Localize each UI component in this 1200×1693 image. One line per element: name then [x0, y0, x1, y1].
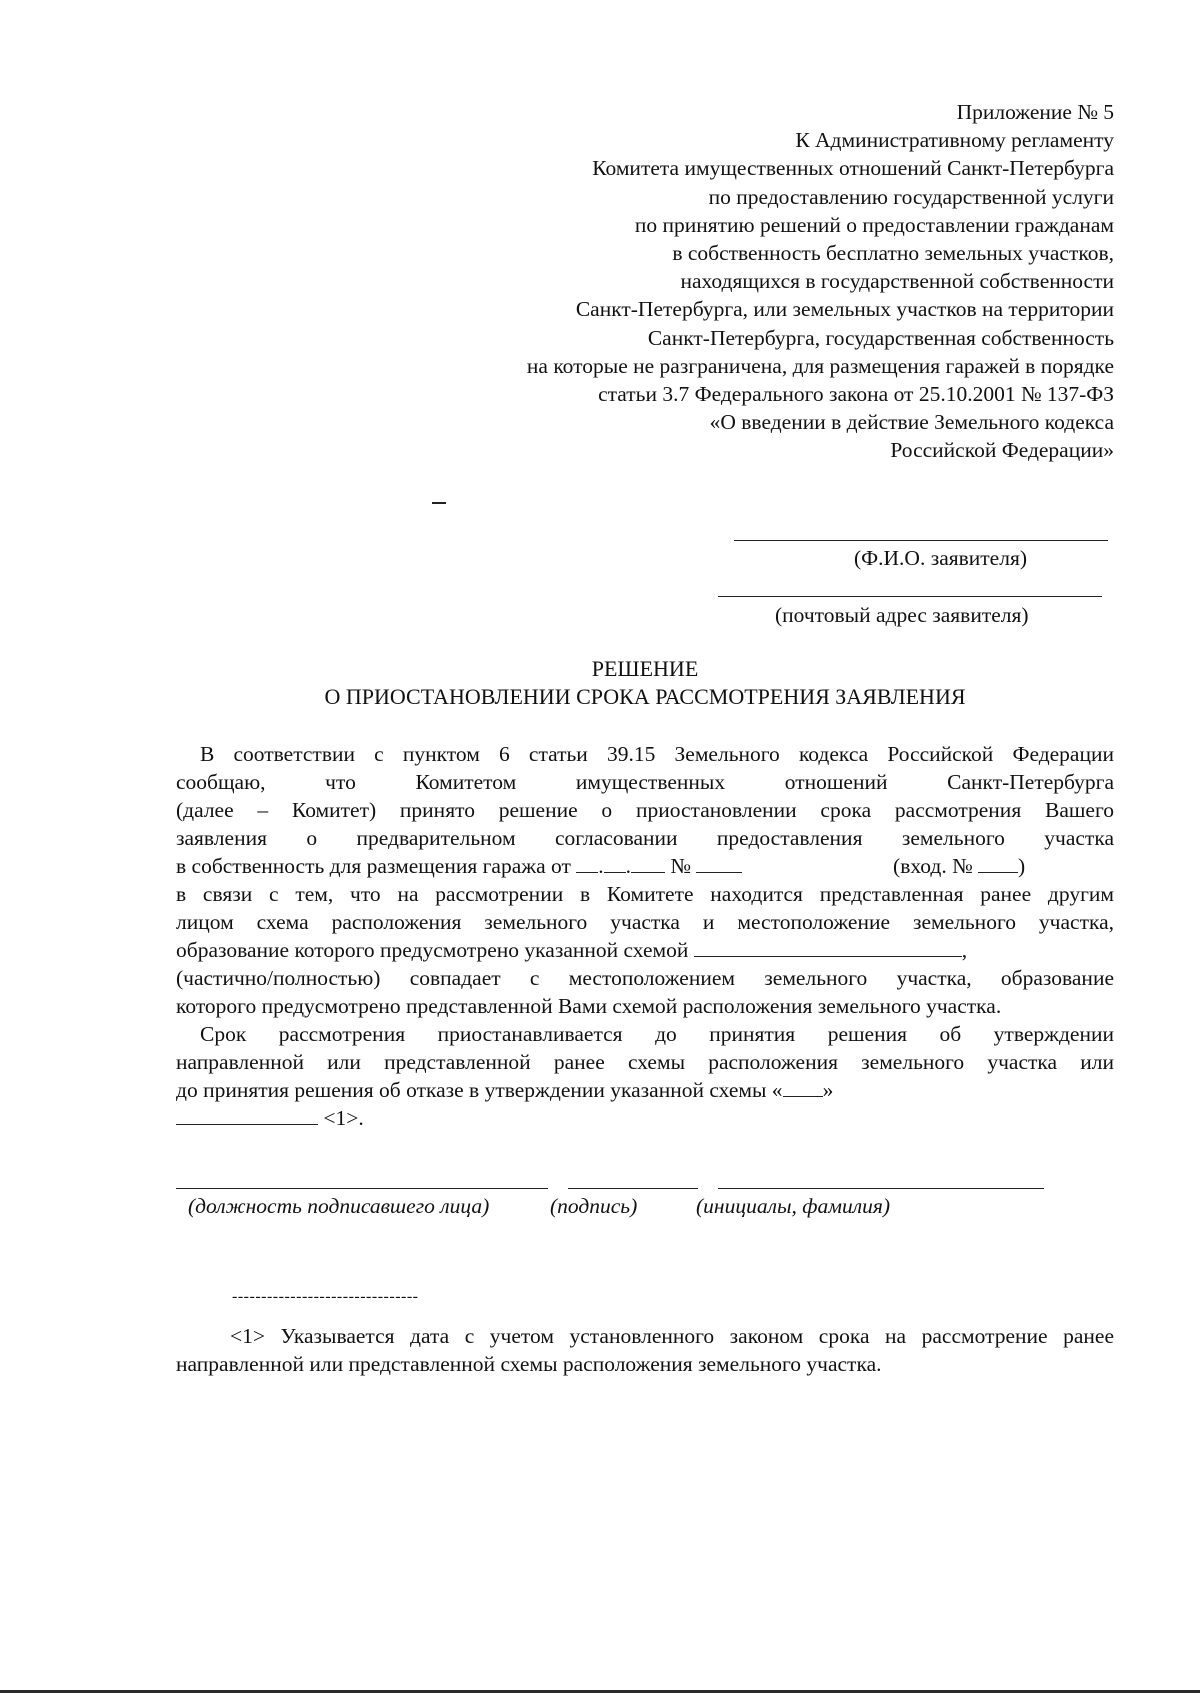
body-line: лицом схема расположения земельного участка и местоположение земельного участка,	[176, 910, 1114, 934]
body-line-scheme	[176, 936, 1114, 964]
appendix-line: в собственность бесплатно земельных участков,	[672, 241, 1114, 266]
body-line: сообщаю, что Комитетом имущественных отношений Санкт-Петербурга	[176, 770, 1114, 794]
appendix-line: находящихся в государственной собственности	[680, 269, 1114, 294]
deadline-month-blank	[176, 1106, 318, 1125]
signature-block	[176, 1170, 1126, 1230]
title-line-2: О ПРИОСТАНОВЛЕНИИ СРОКА РАССМОТРЕНИЯ ЗАЯВЛЕНИЯ	[324, 684, 966, 709]
appendix-line: Российской Федерации»	[890, 438, 1114, 463]
appendix-line: по предоставлению государственной услуги	[708, 184, 1114, 209]
appendix-line: статьи 3.7 Федерального закона от 25.10.2001 № 137-ФЗ	[598, 382, 1114, 407]
footnote-ref: <1>.	[323, 1106, 364, 1130]
incoming-number-blank	[978, 854, 1018, 873]
applicant-name-line	[734, 540, 1108, 541]
body-line: которого предусмотрено представленной Вами схемой расположения земельного участка.	[176, 994, 1002, 1018]
signature-caption: (подпись)	[550, 1194, 638, 1218]
body-line: Срок рассмотрения приостанавливается до принятия решения об утверждении	[200, 1022, 1114, 1046]
name-caption: (инициалы, фамилия)	[696, 1194, 891, 1218]
body-line: (частично/полностью) совпадает с местоположением земельного участка, образование	[176, 966, 1114, 990]
applicant-address-line	[718, 596, 1102, 597]
footnote	[176, 1322, 1114, 1378]
footnote-separator: --------------------------------	[232, 1288, 419, 1305]
body-line-deadline-2	[176, 1104, 1114, 1132]
appendix-line: К Административному регламенту	[795, 128, 1114, 153]
signature-line	[568, 1188, 698, 1189]
number-blank	[696, 854, 742, 873]
body-line-date	[176, 852, 1114, 880]
incoming-number-label: (вход. №	[893, 854, 973, 878]
date-dot: .	[598, 854, 604, 878]
appendix-line: Санкт-Петербурга, государственная собственность	[647, 325, 1114, 350]
scheme-comma: ,	[961, 938, 968, 962]
deadline-quote-close: »	[822, 1078, 834, 1102]
number-sign: №	[670, 854, 691, 878]
body-line-deadline	[176, 1076, 1114, 1104]
scheme-blank	[694, 938, 962, 957]
appendix-line: Санкт-Петербурга, или земельных участков на территории	[575, 297, 1114, 322]
body-line: (далее – Комитет) принято решение о приостановлении срока рассмотрения Вашего	[176, 798, 1114, 822]
footnote-text: <1> Указывается дата с учетом установленного законом срока на рассмотрение ранее направленной или представленной схемы расположения земельного участка.	[176, 1324, 1114, 1376]
position-line	[176, 1188, 548, 1189]
position-caption: (должность подписавшего лица)	[188, 1194, 490, 1218]
applicant-address-caption: (почтовый адрес заявителя)	[775, 603, 1029, 627]
date-prefix: в собственность для размещения гаража от	[176, 854, 571, 878]
appendix-line: Приложение № 5	[956, 100, 1114, 124]
date-dot: .	[625, 854, 632, 878]
deadline-day-blank	[783, 1078, 823, 1097]
appendix-line: «О введении в действие Земельного кодекса	[709, 410, 1114, 435]
incoming-close: )	[1018, 854, 1026, 878]
body-line: заявления о предварительном согласовании предоставления земельного участка	[176, 826, 1114, 850]
date-month-blank	[604, 854, 626, 873]
appendix-header	[394, 98, 1114, 465]
decision-body	[176, 740, 1114, 1132]
appendix-line: на которые не разграничена, для размещения гаражей в порядке	[526, 353, 1114, 378]
date-day-blank	[576, 854, 598, 873]
date-year-blank	[631, 854, 665, 873]
name-line	[718, 1188, 1044, 1189]
applicant-name-caption: (Ф.И.О. заявителя)	[854, 546, 1027, 570]
body-line: направленной или представленной ранее схемы расположения земельного участка или	[176, 1050, 1114, 1074]
appendix-line: по принятию решений о предоставлении гражданам	[634, 212, 1114, 237]
document-title	[180, 655, 1110, 711]
stray-dash-mark	[432, 502, 446, 504]
body-line: В соответствии с пунктом 6 статьи 39.15 Земельного кодекса Российской Федерации	[200, 742, 1114, 766]
title-line-1: РЕШЕНИЕ	[591, 656, 699, 681]
scheme-text: образование которого предусмотрено указанной схемой	[176, 938, 689, 962]
deadline-text: до принятия решения об отказе в утверждении указанной схемы «	[176, 1078, 783, 1102]
appendix-line: Комитета имущественных отношений Санкт-Петербурга	[592, 156, 1114, 181]
body-line: в связи с тем, что на рассмотрении в Комитете находится представленная ранее другим	[176, 882, 1114, 906]
